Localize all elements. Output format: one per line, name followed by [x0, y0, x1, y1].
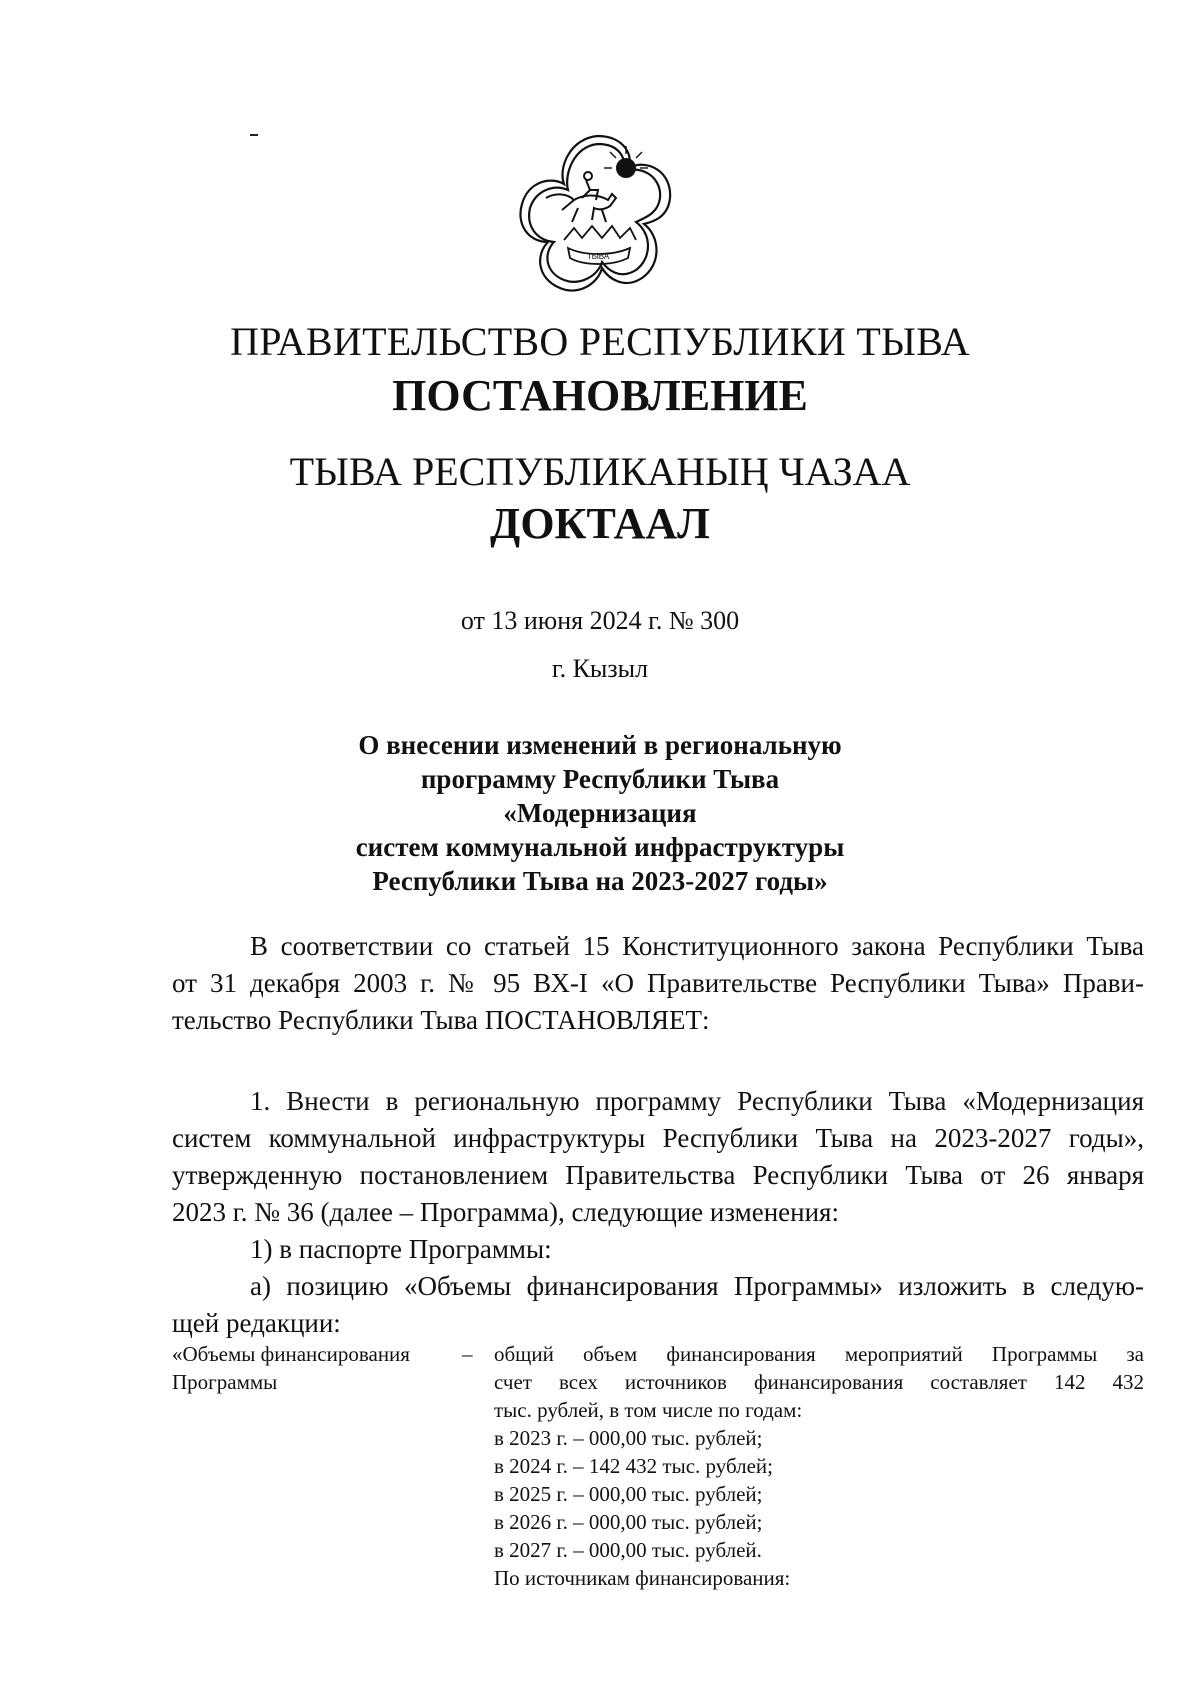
- paragraph-line: от 31 декабря 2003 г. № 95 ВХ-I «О Правительстве Республики Тыва» Прави-: [172, 968, 1144, 998]
- emblem-inscription: ТЫВА: [586, 252, 610, 261]
- document-title: [330, 728, 870, 898]
- subitem-1-paragraph: [172, 1231, 1144, 1268]
- value-line: в 2023 г. – 000,00 тыс. рублей;: [494, 1426, 763, 1450]
- paragraph-line: 1) в паспорте Программы:: [250, 1234, 552, 1264]
- title-line: систем коммунальной инфраструктуры: [355, 832, 845, 862]
- document-city: г. Кызыл: [551, 654, 649, 683]
- paragraph-line: тельство Республики Тыва ПОСТАНОВЛЯЕТ:: [172, 1005, 710, 1035]
- document-date-number: от 13 июня 2024 г. № 300: [460, 606, 740, 635]
- paragraph-line: утвержденную постановлением Правительства Республики Тыва от 26 января: [172, 1160, 1144, 1190]
- paragraph-line: щей редакции:: [172, 1308, 341, 1338]
- value-line: По источникам финансирования:: [494, 1566, 791, 1590]
- government-name-tuvan: ТЫВА РЕСПУБЛИКАНЫҢ ЧАЗАА: [289, 449, 911, 494]
- paragraph-line: 1. Внести в региональную программу Республики Тыва «Модернизация: [250, 1086, 1144, 1116]
- scan-mark: [250, 134, 258, 136]
- item-1-paragraph: [172, 1083, 1144, 1231]
- value-line: тыс. рублей, в том числе по годам:: [494, 1398, 803, 1422]
- value-line: в 2027 г. – 000,00 тыс. рублей.: [494, 1538, 762, 1562]
- paragraph-line: а) позицию «Объемы финансирования Программы» изложить в следую-: [250, 1271, 1144, 1301]
- title-line: программу Республики Тыва «Модернизация: [420, 764, 780, 828]
- title-line: О внесении изменений в региональную: [358, 730, 842, 760]
- tuva-emblem-icon: [512, 128, 684, 300]
- passport-row-value: [494, 1340, 1144, 1592]
- value-line: в 2024 г. – 142 432 тыс. рублей;: [494, 1454, 773, 1478]
- label-line: «Объемы финансирования: [172, 1342, 410, 1366]
- value-line: в 2026 г. – 000,00 тыс. рублей;: [494, 1510, 763, 1534]
- document-type: ПОСТАНОВЛЕНИЕ: [392, 371, 808, 420]
- label-line: Программы: [172, 1370, 278, 1394]
- preamble-paragraph: [172, 928, 1144, 1039]
- paragraph-line: систем коммунальной инфраструктуры Республики Тыва на 2023-2027 годы»,: [172, 1123, 1144, 1153]
- government-name: ПРАВИТЕЛЬСТВО РЕСПУБЛИКИ ТЫВА: [230, 319, 970, 364]
- passport-row-dash: –: [462, 1342, 473, 1366]
- paragraph-line: 2023 г. № 36 (далее – Программа), следующие изменения:: [172, 1197, 839, 1227]
- paragraph-line: В соответствии со статьей 15 Конституционного закона Республики Тыва: [250, 931, 1144, 961]
- document-type-tuvan: ДОКТААЛ: [490, 499, 710, 548]
- passport-row-label: [172, 1340, 472, 1396]
- title-line: Республики Тыва на 2023-2027 годы»: [372, 866, 828, 896]
- value-line: общий объем финансирования мероприятий Программы за: [494, 1342, 1144, 1366]
- value-line: в 2025 г. – 000,00 тыс. рублей;: [494, 1482, 763, 1506]
- value-line: счет всех источников финансирования составляет 142 432: [494, 1370, 1144, 1394]
- subitem-a-paragraph: [172, 1268, 1144, 1342]
